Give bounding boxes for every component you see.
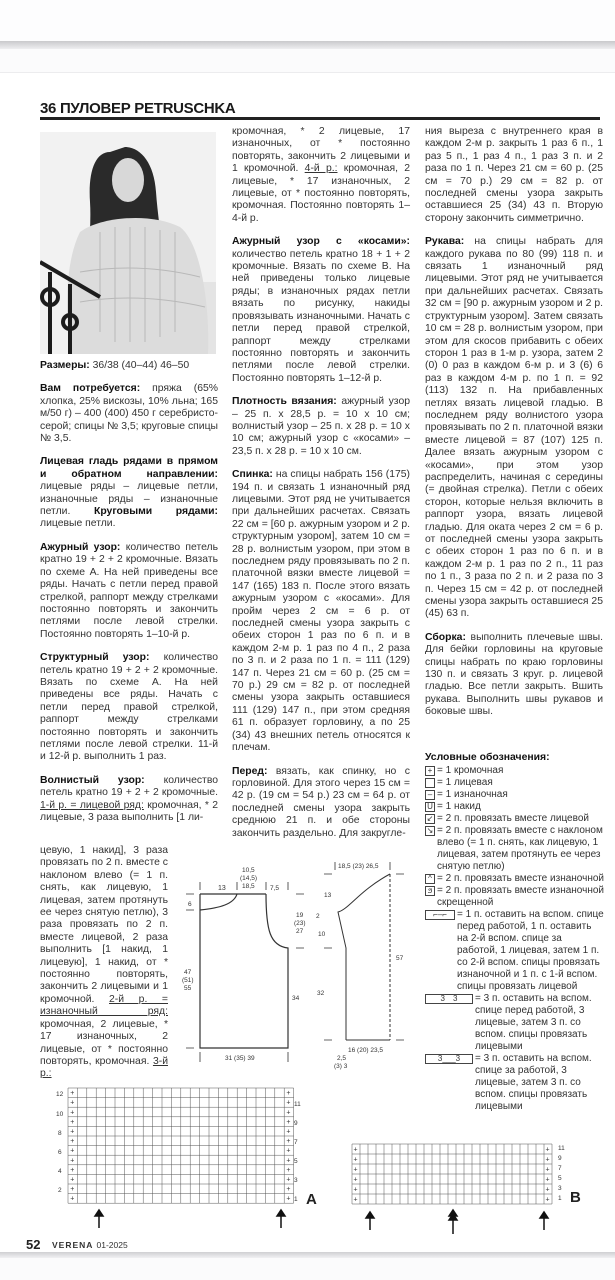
legend-item — [425, 885, 605, 909]
selvage-mark: + — [286, 1176, 291, 1184]
selvage-stitch-icon: + — [425, 766, 435, 776]
chart-a-row-labels-left — [56, 1091, 64, 1194]
selvage-mark: + — [353, 1196, 358, 1204]
wave-row4-text: кромочная, 2 лицевые, * 17 изнаночных, 2 лицевые, от * постоянно повторять, кромочная. Постоянно повторять 1–4-й р. — [232, 163, 410, 224]
cables-text: количество петель кратно 18 + 1 + 2 кромочные. Вязать по схеме В. На ней приведены только лицевые ряды; в изнаночных рядах петли вязать по рисунку, накиды провязывать изнаночными. Начать с петли перед правой стрелкой, раппорт между стрелками постоянно повторять и закончить петлями после левой стрелки. Постоянно повторять 1–12-й р. — [232, 248, 410, 384]
dim-sleeve-edge-2: (3) 3 — [334, 1063, 348, 1070]
wave-text: количество петель кратно 19 + 2 + 2 кромочные. — [40, 774, 219, 799]
legend-item — [425, 909, 605, 993]
arrow-up-icon — [366, 1212, 374, 1218]
top-band — [0, 0, 615, 42]
dim-height-2: (51) — [182, 977, 194, 984]
p2tog-tbl-icon: ϧ — [425, 886, 435, 896]
legend-text: = 1 изнаночная — [437, 789, 508, 800]
selvage-mark: + — [70, 1128, 75, 1136]
dim-shoulder: 7,5 — [270, 885, 280, 892]
top-shadow — [0, 41, 615, 49]
legend-item — [425, 801, 605, 813]
back-outline — [200, 894, 288, 1048]
selvage-mark: + — [286, 1195, 291, 1203]
dim-height-3: 55 — [184, 985, 192, 992]
stockinette-text-2: лицевые петли. — [40, 518, 116, 530]
selvage-mark: + — [353, 1146, 358, 1154]
wave-narrow-text — [40, 845, 168, 1081]
p2tog-icon: ^ — [425, 874, 435, 884]
selvage-mark: + — [70, 1109, 75, 1117]
selvage-mark: + — [545, 1166, 550, 1174]
legend-text: = 1 накид — [437, 801, 481, 812]
dim-top-left: 13 — [218, 885, 226, 892]
three-stitch-cross-icon: ⌐–⌐ — [425, 910, 455, 920]
legend-text: = 2 п. провязать вместе с наклоном влево (= 1 п. снять, как лицевую, 1 лицевая, затем протянуть ее через снятую петлю) — [437, 825, 603, 872]
wave-row4-label: 4-й р.: — [304, 163, 338, 175]
row-label: 5 — [294, 1158, 298, 1165]
sizes-label: Размеры: — [40, 360, 90, 371]
knitting-chart-a — [50, 1080, 330, 1230]
selvage-mark: + — [286, 1118, 291, 1126]
repeat-arrows — [366, 1210, 548, 1234]
legend-item — [425, 873, 605, 885]
wave-label: Волнистый узор: — [40, 774, 145, 786]
stockinette-label-2: Круговыми рядами: — [93, 506, 218, 518]
selvage-mark: + — [353, 1166, 358, 1174]
selvage-mark: + — [70, 1176, 75, 1184]
stockinette-text: лицевые ряды – лицевые петли, изнаночные ряды – изнаночные петли. — [40, 481, 218, 518]
row-label: 7 — [558, 1165, 562, 1172]
front-label: Перед: — [232, 765, 268, 777]
selvage-mark: + — [70, 1138, 75, 1146]
dim-side: 34 — [292, 995, 300, 1002]
chart-a-row-labels-right — [294, 1101, 301, 1203]
selvage-mark: + — [353, 1186, 358, 1194]
row-label: 7 — [294, 1139, 298, 1146]
model-photo — [40, 132, 216, 354]
selvage-mark: + — [286, 1166, 291, 1174]
chart-a-grid — [68, 1088, 294, 1203]
row-label: 1 — [558, 1195, 562, 1202]
dim-sleeve-slope: 10 — [318, 931, 326, 938]
page-title: 36 ПУЛОВЕР PETRUSCHKA — [40, 100, 236, 117]
column-1 — [40, 360, 218, 824]
assembly-section — [425, 632, 603, 719]
row-label: 11 — [558, 1145, 565, 1152]
dim-armhole-2: (23) — [294, 920, 306, 927]
front-continued — [425, 126, 603, 225]
structure-text: количество петель кратно 19 + 2 + 2 кромочные. Вязать по схеме А. На ней приведены все ряды. Начать с петли перед правой стрелкой, раппорт между стрелками постоянно повторять и закончить петлями после левой стрелки. 11-й и 12-й р. выполнить 1 раз. — [40, 652, 218, 763]
dim-sleeve-bottom: 16 (20) 23,5 — [348, 1047, 384, 1054]
yarn-over-icon: U — [425, 802, 435, 812]
assembly-label: Сборка: — [425, 631, 466, 643]
selvage-mark: + — [286, 1109, 291, 1117]
selvage-mark: + — [70, 1166, 75, 1174]
row-label: 12 — [56, 1091, 64, 1098]
ssk-icon: ↘ — [426, 826, 434, 835]
sizes-section — [40, 360, 218, 372]
selvage-mark: + — [353, 1176, 358, 1184]
back-text: на спицы набрать 156 (175) 194 п. и связать 1 изнаночный ряд лицевыми. Этот ряд не учитывается при дальнейших расчетах. Связать 22 см = [60 р. ажурным узором и 2 р. структурным узором], затем 10 см = 28 р. волнистым узором, при этом в последнем ряду провязывать по 2 п. платочной вязки вместе лицевой = 147 (165) 183 п. После этого вязать ажурным узором с «косами». Для пройм через 2 см = 6 р. от последней смены узора закрыть с обеих сторон 1 раз по 6 п. и в каждом 2-м р. 1 раз по 4 п., 2 раза по 3 п. и 2 раза по 1 п. = 111 (129) 147 п. Через 21 см = 60 р. (25 см = 70 р.) 29 см = 82 р. от последней смены узора закрыть оставшиеся 111 (129) 147 п., при этом средняя 61 п. образует горловину, а по 25 (34) 43 внешних петель относятся к плечам. — [232, 469, 410, 754]
cables-label: Ажурный узор с «косами»: — [232, 236, 410, 248]
repeat-arrows — [95, 1210, 285, 1228]
page-number: 52 — [26, 1237, 41, 1252]
dim-neck-2: (14,5) — [240, 875, 257, 882]
selvage-mark: + — [545, 1196, 550, 1204]
selvage-mark: + — [286, 1099, 291, 1107]
back-label: Спинка: — [232, 469, 273, 481]
arrow-up-icon — [277, 1210, 285, 1216]
wave-row2-label: 2-й р. = изнаночный ряд: — [40, 993, 168, 1018]
legend-item — [425, 825, 605, 873]
k2tog-icon: ↙ — [426, 814, 434, 823]
structure-label: Структурный узор: — [40, 652, 150, 664]
wave-row1-label: 1-й р. = лицевой ряд: — [40, 799, 144, 811]
knit-stitch-icon — [425, 778, 435, 788]
selvage-mark: + — [286, 1138, 291, 1146]
selvage-mark: + — [286, 1186, 291, 1194]
selvage-mark: + — [353, 1156, 358, 1164]
row-label: 3 — [558, 1185, 562, 1192]
front-section — [232, 766, 410, 840]
legend-text: = 1 лицевая — [437, 777, 493, 788]
selvage-mark: + — [70, 1118, 75, 1126]
legend-text: = 3 п. оставить на вспом. спице за работой, 3 лицевые, затем 3 п. со вспом. спицы провязать лицевыми — [475, 1053, 592, 1112]
materials-text: пряжа (65% хлопка, 25% вискозы, 10% льна; 165 м/50 г) – 400 (400) 450 г серебристо-серой; спицы № 3,5; круговые спицы № 3,5. — [40, 383, 218, 445]
sleeves-label: Рукава: — [425, 236, 465, 248]
magazine-name — [52, 1240, 128, 1250]
selvage-mark: + — [545, 1176, 550, 1184]
row-label: 4 — [58, 1168, 62, 1175]
dim-sleeve-cap: 13 — [324, 892, 332, 899]
structure-section — [40, 652, 218, 764]
wave-row2-text: кромочная, 2 лицевые, * 17 изнаночных, 2 лицевые, от * постоянно повторять, кромочная. — [40, 1018, 168, 1067]
legend-item — [425, 993, 605, 1053]
dim-neck-3: 18,5 — [242, 883, 255, 890]
legend-text: = 2 п. провязать вместе изнаночной — [437, 873, 605, 884]
selvage-mark: + — [545, 1146, 550, 1154]
row-label: 6 — [58, 1149, 62, 1156]
lace-section — [40, 542, 218, 641]
wave-row3-text: кромочная, * 2 лицевые, 17 изнаночных, от * постоянно повторять, закончить 2 лицевыми и 1 кромочной. — [232, 126, 410, 175]
dim-armhole-3: 27 — [296, 928, 304, 935]
materials-section — [40, 383, 218, 445]
dim-height: 47 — [184, 969, 192, 976]
materials-label: Вам потребуется: — [40, 383, 141, 395]
pattern-schematic — [170, 840, 410, 1075]
legend-item — [425, 1053, 605, 1113]
legend-item — [425, 777, 605, 789]
front-text-continued: ния выреза с внутреннего края в каждом 2-м р. закрыть 1 раз 6 п., 1 раз 5 п., 1 раз 4 п., 1 раз 3 п. и 2 раза по 1 п. Через 21 см = 60 р. (25 см = 70 р.) 29 см = 82 р. от последней смены узора закрыть оставшиеся 25 (34) 43 п. Вторую сторону закончить симметрично. — [425, 126, 603, 224]
legend-item — [425, 789, 605, 801]
lace-text: количество петель кратно 19 + 2 + 2 кромочные. Вязать по схеме А. На ней приведены все ряды. Начать с петли перед правой стрелкой, раппорт между стрелками постоянно повторять и закончить петлями после левой стрелки. Постоянно повторять 1–10-й р. — [40, 541, 218, 640]
selvage-mark: + — [286, 1128, 291, 1136]
selvage-mark: + — [286, 1157, 291, 1165]
gauge-label: Плотность вязания: — [232, 396, 337, 408]
selvage-mark: + — [286, 1147, 291, 1155]
legend-text: = 3 п. оставить на вспом. спице перед работой, 3 лицевые, затем 3 п. со вспом. спицы провязать лицевыми — [475, 993, 592, 1052]
assembly-text: выполнить плечевые швы. Для бейки горловины на круговые спицы набрать по краю горловины 130 п. и связать 3 круг. р. лицевой гладью. Все петли закрыть. Вшить рукава. Выполнить швы рукавов и боковые швы. — [425, 631, 604, 718]
wave-row1-text-a: кромочная, * 2 лицевые, 3 раза выполнить [1 ли- — [40, 799, 219, 823]
gauge-text: ажурный узор – 25 п. x 28,5 р. = 10 x 10 см; волнистый узор – 25 п. x 28 р. = 10 x 10 см; ажурный узор с «косами» – 23,5 п. x 28 р. = 10 x 10 см. — [232, 396, 410, 457]
legend-text: = 2 п. провязать вместе изнаночной скрещенной — [437, 885, 605, 908]
row-label: 9 — [558, 1155, 562, 1162]
wave-section — [40, 775, 218, 825]
dim-sleeve-total: 57 — [396, 955, 404, 962]
stockinette-label: Лицевая гладь рядами в прямом и обратном направлении: — [40, 456, 218, 480]
dim-sleeve-step: 2 — [316, 913, 320, 920]
lace-label: Ажурный узор: — [40, 541, 121, 553]
purl-stitch-icon: – — [425, 790, 435, 800]
measure-ticks — [186, 862, 404, 1062]
dim-sleeve-length: 32 — [317, 990, 325, 997]
legend-title: Условные обозначения: — [425, 752, 550, 763]
selvage-mark: + — [545, 1156, 550, 1164]
dim-neck: 10,5 — [242, 867, 255, 874]
selvage-mark: + — [70, 1090, 75, 1098]
magazine-title: VERENA — [52, 1240, 94, 1250]
cables-section — [232, 236, 410, 385]
row-label: 3 — [294, 1177, 298, 1184]
selvage-mark: + — [70, 1147, 75, 1155]
model-photo-illustration — [40, 132, 216, 354]
legend-text: = 2 п. провязать вместе лицевой — [437, 813, 589, 824]
arrow-up-icon — [95, 1210, 103, 1216]
symbols-legend — [425, 752, 605, 1113]
row-label: 8 — [58, 1130, 62, 1137]
selvage-mark: + — [70, 1157, 75, 1165]
wave-continued — [232, 126, 410, 225]
dim-width: 31 (35) 39 — [225, 1055, 255, 1062]
knitting-chart-b — [340, 1130, 600, 1240]
title-rule — [40, 117, 600, 120]
double-arrow-up-icon — [449, 1210, 457, 1216]
chart-b-label: B — [570, 1189, 581, 1206]
back-section — [232, 469, 410, 754]
sleeves-text: на спицы набрать для каждого рукава по 80 (99) 118 п. и связать 1 изнаночный ряд лицевыми. Этот ряд не учитывается при дальнейших расчетах. Связать 32 см = [90 р. ажурным узором и 2 р. структурным узором]. Затем связать 10 см = 28 р. волнистым узором, при этом для скосов прибавить с обеих сторон 1 раз в 1-м р. узора, затем 2 (0) 0 раз в каждом 6-м р. и 3 (6) 6 раз в каждом 4-м р. по 1 п. = 92 (113) 132 п. На прибавленных петлях вязать лицевой гладью. В последнем ряду волнистого узора провязывать по 2 п. платочной вязки вместе лицевой = 87 (107) 125 п. Далее вязать ажурным узором с «косами», при этом узор распределить, начиная с середины (= двойная стрелка). Петли с обеих сторон, которые нельзя включить в раппорт узора, вязать лицевой гладью. Для оката через 2 см = 6 р. от последней смены узора закрыть с обеих сторон 1 раз по 6 п. и в каждом 2-м р. 1 раз по 2 п., 11 раз по 1 п., 3 раза по 2 п. и 2 раза по 3 п. Через 15 см = 42 р. от последней смены узора закрыть оставшиеся 25 (45) 63 п. — [425, 236, 604, 620]
row-label: 9 — [294, 1120, 298, 1127]
sleeves-section — [425, 236, 603, 621]
dim-armhole: 19 — [296, 912, 304, 919]
dim-sleeve-edge: 2,5 — [337, 1055, 347, 1062]
selvage-mark: + — [70, 1186, 75, 1194]
chart-b-grid — [352, 1144, 552, 1204]
dim-neck-depth: 6 — [188, 901, 192, 908]
selvage-mark: + — [70, 1099, 75, 1107]
row-label: 10 — [56, 1111, 64, 1118]
wave-row1-text-b: цевую, 1 накид], 3 раза провязать по 2 п. вместе с наклоном влево (= 1 п. снять, как лицевую, 1 лицевая, затем протянуть ее через снятую петлю), 3 раза провязать по 2 п. вместе лицевой, 2 раза выполнить [1 накид, 1 лицевую], 1 накид, от * постоянно повторять, закончить 2 лицевыми и 1 кромочной. — [40, 845, 168, 1005]
chart-a-label: A — [306, 1191, 317, 1208]
legend-item — [425, 765, 605, 777]
sleeve-outline — [338, 874, 390, 1040]
front-text: вязать, как спинку, но с горловиной. Для этого через 15 см = 42 р. (19 см = 54 р.) 23 см = 64 р. от последней смены узора закрыть среднюю 21 п. и обе стороны закончить раздельно. Для закругле- — [232, 765, 410, 839]
sizes-value: 36/38 (40–44) 46–50 — [92, 360, 190, 371]
cable-front-icon: 3‾‾‾3 — [425, 994, 473, 1004]
stockinette-section — [40, 456, 218, 530]
selvage-mark: + — [545, 1186, 550, 1194]
arrow-up-icon — [540, 1212, 548, 1218]
column-2 — [232, 126, 410, 851]
legend-item — [425, 813, 605, 825]
bottom-shadow — [0, 1252, 615, 1258]
row-label: 2 — [58, 1187, 62, 1194]
row-label: 1 — [294, 1196, 298, 1203]
magazine-issue: 01-2025 — [96, 1240, 128, 1250]
column-3 — [425, 126, 603, 730]
legend-text: = 1 кромочная — [437, 765, 504, 776]
selvage-mark: + — [70, 1195, 75, 1203]
legend-text: = 1 п. оставить на вспом. спице перед работой, 1 п. оставить на 2-й вспом. спице за работой, 1 лицевая, затем 1 п. со 2-й вспом. спицы провязать изнаночной и 1 п. с 1-й вспом. спицы провязать лицевой — [457, 909, 604, 992]
chart-b-row-labels — [558, 1145, 565, 1202]
dim-sleeve-top: 18,5 (23) 26,5 — [338, 863, 379, 870]
selvage-mark: + — [286, 1090, 291, 1098]
row-label: 5 — [558, 1175, 562, 1182]
wave-row3-label: 3-й р.: — [40, 1055, 168, 1080]
row-label: 11 — [294, 1101, 301, 1108]
gauge-section — [232, 396, 410, 458]
cable-back-icon: 3___3 — [425, 1054, 473, 1064]
